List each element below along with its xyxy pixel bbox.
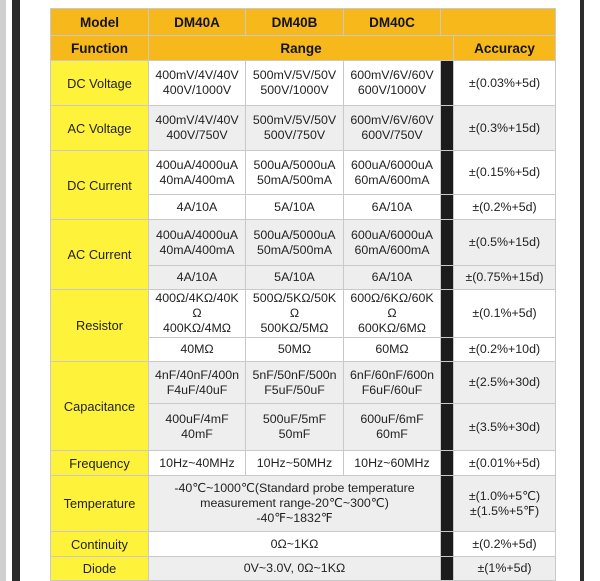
model-label: Model [51, 9, 149, 36]
temperature-range: -40℃~1000℃(Standard probe temperature measurement range-20℃~300℃) -40℉~1832℉ [149, 476, 441, 532]
dc-current-dm40c: 600uA/6000uA 60mA/600mA [344, 151, 441, 195]
separator-block [441, 195, 454, 220]
row-ac-current-1 [51, 220, 556, 266]
resistor-dm40c: 600Ω/6KΩ/60K Ω 600KΩ/6MΩ [344, 290, 441, 338]
resistor-dm40b: 500Ω/5KΩ/50K Ω 500KΩ/5MΩ [246, 290, 344, 338]
separator-block [441, 532, 454, 557]
capacitance-accuracy: ±(2.5%+30d) [454, 362, 556, 404]
frequency-dm40b: 10Hz~50MHz [246, 451, 344, 476]
header-row-function [51, 36, 556, 61]
resistor-high-dm40a: 40MΩ [149, 338, 246, 362]
separator-block [441, 266, 454, 290]
ac-current-dm40a: 400uA/4000uA 40mA/400mA [149, 220, 246, 266]
row-capacitance-1 [51, 362, 556, 404]
dc-current-high-dm40a: 4A/10A [149, 195, 246, 220]
separator-block [441, 476, 454, 532]
function-temperature: Temperature [51, 476, 149, 532]
ac-current-high-dm40c: 6A/10A [344, 266, 441, 290]
dc-current-dm40b: 500uA/5000uA 50mA/500mA [246, 151, 344, 195]
function-ac-current: AC Current [51, 220, 149, 290]
dc-current-dm40a: 400uA/4000uA 40mA/400mA [149, 151, 246, 195]
function-capacitance: Capacitance [51, 362, 149, 451]
separator-block [441, 338, 454, 362]
row-diode [51, 557, 556, 581]
function-label: Function [51, 36, 149, 61]
ac-voltage-dm40a: 400mV/4V/40V 400V/750V [149, 106, 246, 151]
dc-current-high-accuracy: ±(0.2%+5d) [454, 195, 556, 220]
continuity-accuracy: ±(0.2%+5d) [454, 532, 556, 557]
left-frame-edge [0, 0, 20, 581]
resistor-high-dm40c: 60MΩ [344, 338, 441, 362]
ac-current-dm40b: 500uA/5000uA 50mA/500mA [246, 220, 344, 266]
ac-current-high-dm40a: 4A/10A [149, 266, 246, 290]
row-dc-current-1 [51, 151, 556, 195]
separator-block [441, 61, 454, 106]
dc-current-high-dm40b: 5A/10A [246, 195, 344, 220]
frequency-dm40a: 10Hz~40MHz [149, 451, 246, 476]
model-dm40c: DM40C [344, 9, 441, 36]
separator-block [441, 557, 454, 581]
separator-block [441, 362, 454, 404]
separator-block [441, 290, 454, 338]
row-frequency [51, 451, 556, 476]
dc-voltage-dm40a: 400mV/4V/40V 400V/1000V [149, 61, 246, 106]
frequency-accuracy: ±(0.01%+5d) [454, 451, 556, 476]
model-header-blank [441, 9, 556, 36]
separator-block [441, 451, 454, 476]
separator-block [441, 220, 454, 266]
spec-table [50, 8, 556, 581]
ac-voltage-dm40b: 500mV/5V/50V 500V/750V [246, 106, 344, 151]
continuity-range: 0Ω~1KΩ [149, 532, 441, 557]
model-dm40b: DM40B [246, 9, 344, 36]
dc-voltage-accuracy: ±(0.03%+5d) [454, 61, 556, 106]
capacitance-dm40c: 6nF/60nF/600n F6uF/60uF [344, 362, 441, 404]
capacitance-high-accuracy: ±(3.5%+30d) [454, 404, 556, 451]
ac-current-high-accuracy: ±(0.75%+15d) [454, 266, 556, 290]
function-continuity: Continuity [51, 532, 149, 557]
row-resistor-1 [51, 290, 556, 338]
dc-voltage-dm40c: 600mV/6V/60V 600V/1000V [344, 61, 441, 106]
ac-current-high-dm40b: 5A/10A [246, 266, 344, 290]
diode-accuracy: ±(1%+5d) [454, 557, 556, 581]
accuracy-label: Accuracy [454, 36, 556, 61]
dc-current-high-dm40c: 6A/10A [344, 195, 441, 220]
resistor-accuracy: ±(0.1%+5d) [454, 290, 556, 338]
function-resistor: Resistor [51, 290, 149, 362]
ac-current-dm40c: 600uA/6000uA 60mA/600mA [344, 220, 441, 266]
resistor-dm40a: 400Ω/4KΩ/40K Ω 400KΩ/4MΩ [149, 290, 246, 338]
capacitance-high-dm40a: 400uF/4mF 40mF [149, 404, 246, 451]
resistor-high-dm40b: 50MΩ [246, 338, 344, 362]
dc-current-accuracy: ±(0.15%+5d) [454, 151, 556, 195]
resistor-high-accuracy: ±(0.2%+10d) [454, 338, 556, 362]
temperature-accuracy: ±(1.0%+5℃) ±(1.5%+5℉) [454, 476, 556, 532]
function-dc-current: DC Current [51, 151, 149, 220]
capacitance-dm40a: 4nF/40nF/400n F4uF/40uF [149, 362, 246, 404]
row-ac-voltage [51, 106, 556, 151]
range-label: Range [149, 36, 454, 61]
function-ac-voltage: AC Voltage [51, 106, 149, 151]
ac-voltage-accuracy: ±(0.3%+15d) [454, 106, 556, 151]
row-temperature [51, 476, 556, 532]
function-frequency: Frequency [51, 451, 149, 476]
diode-range: 0V~3.0V, 0Ω~1KΩ [149, 557, 441, 581]
function-dc-voltage: DC Voltage [51, 61, 149, 106]
right-frame-edge [558, 0, 600, 581]
separator-block [441, 404, 454, 451]
separator-block [441, 106, 454, 151]
frequency-dm40c: 10Hz~60MHz [344, 451, 441, 476]
function-diode: Diode [51, 557, 149, 581]
capacitance-high-dm40b: 500uF/5mF 50mF [246, 404, 344, 451]
row-dc-voltage [51, 61, 556, 106]
ac-voltage-dm40c: 600mV/6V/60V 600V/750V [344, 106, 441, 151]
capacitance-dm40b: 5nF/50nF/500n F5uF/50uF [246, 362, 344, 404]
dc-voltage-dm40b: 500mV/5V/50V 500V/1000V [246, 61, 344, 106]
capacitance-high-dm40c: 600uF/6mF 60mF [344, 404, 441, 451]
row-continuity [51, 532, 556, 557]
ac-current-accuracy: ±(0.5%+15d) [454, 220, 556, 266]
header-row-model [51, 9, 556, 36]
model-dm40a: DM40A [149, 9, 246, 36]
separator-block [441, 151, 454, 195]
